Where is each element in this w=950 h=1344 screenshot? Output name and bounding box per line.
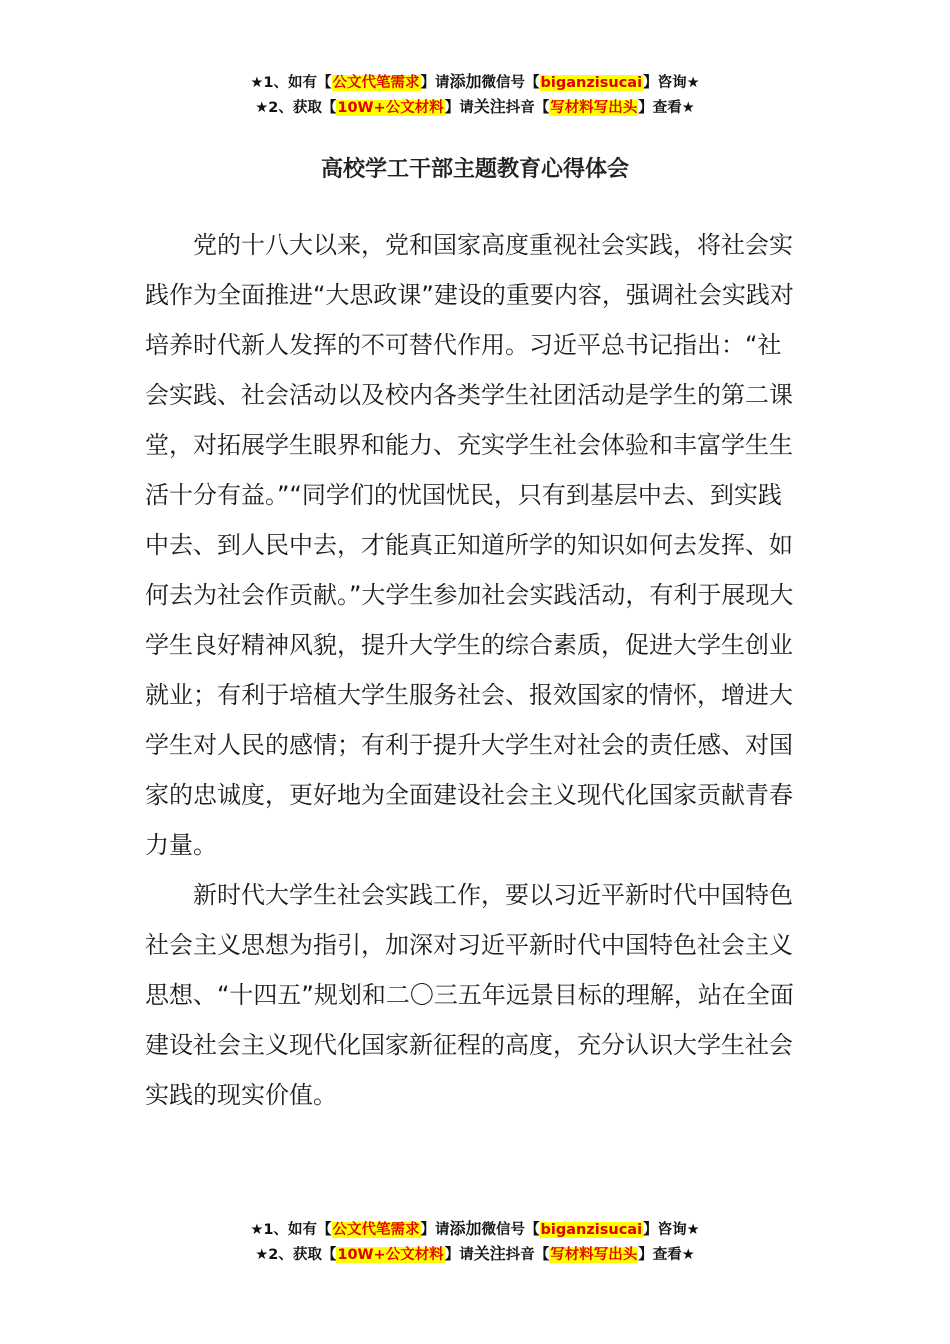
highlight-douyin-account: 写材料写出头: [550, 100, 638, 116]
banner-text: 】咨询★: [643, 75, 700, 91]
highlight-materials: 10W+公文材料: [337, 100, 444, 116]
banner-emphasis: 添加: [449, 72, 482, 91]
banner-text: ★2、获取【: [255, 1247, 337, 1263]
banner-text: ★1、如有【: [250, 75, 332, 91]
top-banner: [0, 70, 950, 120]
paragraph: 党的十八大以来，党和国家高度重视社会实践，将社会实践作为全面推进“大思政课”建设的重要内容，强调社会实践对培养时代新人发挥的不可替代作用。习近平总书记指出：“社会实践、社会活动以及校内各类学生社团活动是学生的第二课堂，对拓展学生眼界和能力、充实学生社会体验和丰富学生生活十分有益。”“同学们的忧国忧民，只有到基层中去、到实践中去、到人民中去，才能真正知道所学的知识如何去发挥、如何去为社会作贡献。”大学生参加社会实践活动，有利于展现大学生良好精神风貌，提升大学生的综合素质，促进大学生创业就业；有利于培植大学生服务社会、报效国家的情怀，增进大学生对人民的感情；有利于提升大学生对社会的责任感、对国家的忠诚度，更好地为全面建设社会主义现代化国家贡献青春力量。: [145, 231, 794, 859]
document-body: [145, 220, 805, 1120]
banner-text: 抖音【: [505, 1247, 550, 1263]
banner-text: 】查看★: [638, 100, 695, 116]
banner-text: ★1、如有【: [250, 1222, 332, 1238]
highlight-douyin-account: 写材料写出头: [550, 1247, 638, 1263]
highlight-materials: 10W+公文材料: [337, 1247, 444, 1263]
banner-text: 微信号【: [481, 75, 540, 91]
document-title: 高校学工干部主题教育心得体会: [320, 157, 629, 182]
bottom-banner: [0, 1217, 950, 1267]
banner-text: 抖音【: [505, 100, 550, 116]
banner-text: 微信号【: [481, 1222, 540, 1238]
banner-emphasis: 关注: [473, 97, 506, 116]
banner-line-1: [0, 1217, 950, 1242]
highlight-wechat-id: biganzisucai: [540, 1222, 643, 1238]
banner-text: 】咨询★: [643, 1222, 700, 1238]
banner-text: 】请: [444, 100, 474, 116]
banner-text: 】请: [420, 1222, 450, 1238]
banner-emphasis: 添加: [449, 1219, 482, 1238]
banner-line-2: [0, 1242, 950, 1267]
highlight-service: 公文代笔需求: [332, 75, 420, 91]
banner-text: 】查看★: [638, 1247, 695, 1263]
paragraph: 新时代大学生社会实践工作，要以习近平新时代中国特色社会主义思想为指引，加深对习近平新时代中国特色社会主义思想、“十四五”规划和二〇三五年远景目标的理解，站在全面建设社会主义现代化国家新征程的高度，充分认识大学生社会实践的现实价值。: [145, 881, 794, 1109]
banner-text: 】请: [444, 1247, 474, 1263]
banner-line-1: [0, 70, 950, 95]
highlight-wechat-id: biganzisucai: [540, 75, 643, 91]
highlight-service: 公文代笔需求: [332, 1222, 420, 1238]
banner-text: ★2、获取【: [255, 100, 337, 116]
banner-emphasis: 关注: [473, 1244, 506, 1263]
banner-text: 】请: [420, 75, 450, 91]
banner-line-2: [0, 95, 950, 120]
